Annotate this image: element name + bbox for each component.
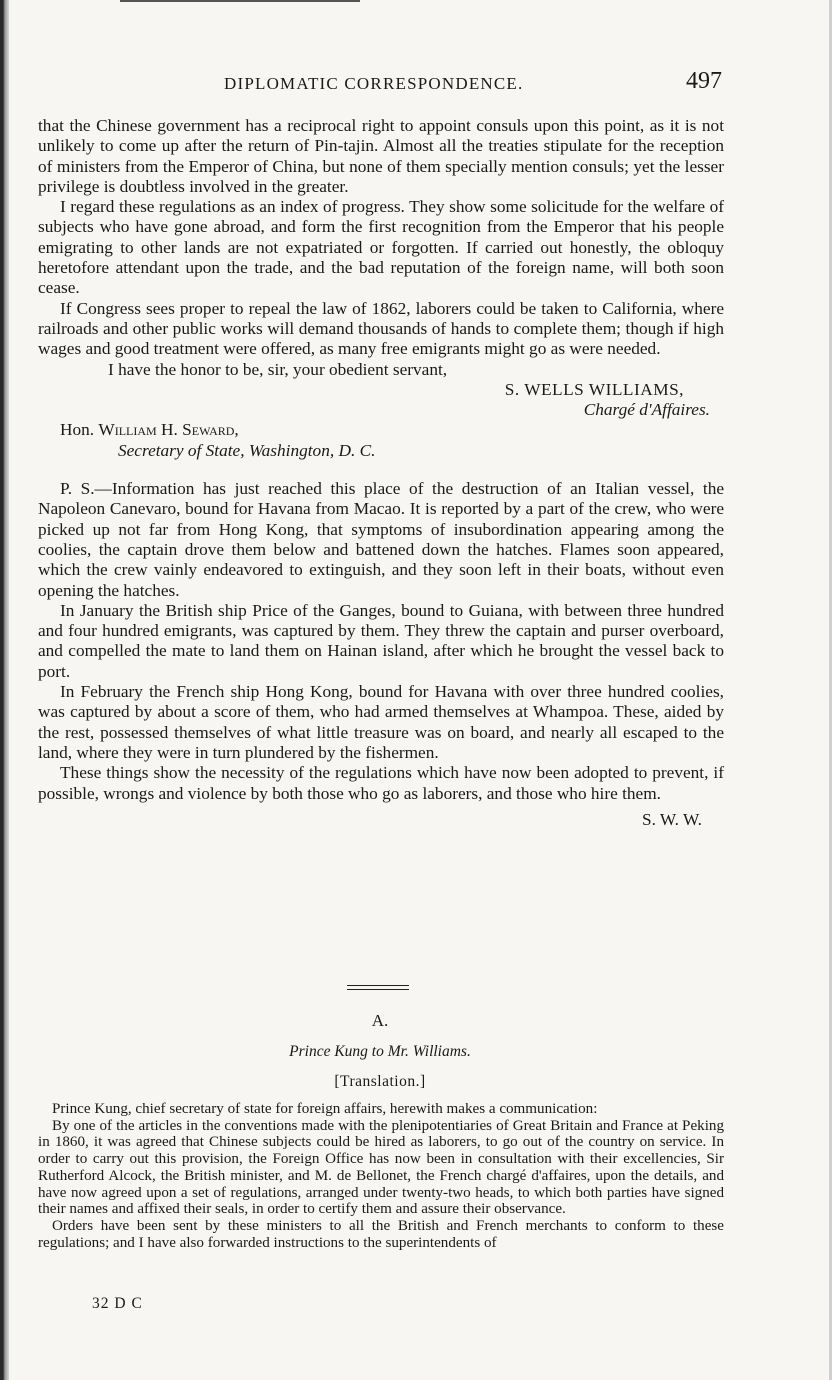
postscript-paragraph: These things show the necessity of the regulations which have now been adopted to prevent, if possible, wrongs and violence by both those who go as laborers, and those who hire them. xyxy=(38,763,724,803)
enclosure-body xyxy=(38,1101,724,1251)
postscript-paragraph: P. S.—Information has just reached this place of the destruction of an Italian vessel, the Napoleon Canevaro, bound for Havana from Macao. It is reported by a part of the crew, who were picked up not far from Hong Kong, that symptoms of insubordination appearing among the coolies, the captain drove them below and battened down the hatches. Flames soon appeared, which the crew vainly endeavored to extinguish, and they soon left in their boats, without even opening the hatches. xyxy=(38,479,724,600)
enclosure-paragraph: Prince Kung, chief secretary of state for foreign affairs, herewith makes a communication: xyxy=(52,1101,598,1117)
addressee-title: Secretary of State, Washington, D. C. xyxy=(118,440,376,460)
addressee xyxy=(38,420,724,440)
addressee-prefix: Hon. xyxy=(60,420,95,440)
enclosure-title: Prince Kung to Mr. Williams. xyxy=(289,1043,471,1060)
enclosure-paragraph: Orders have been sent by these ministers to all the British and French merchants to conform to these regulations; and I have also forwarded instructions to the superintendents of xyxy=(38,1217,724,1251)
signature-mark: 32 D C xyxy=(92,1295,143,1312)
paragraph: that the Chinese government has a reciprocal right to appoint consuls upon this point, as it is not unlikely to come up after the return of Pin-tajin. Almost all the treaties stipulate for the reception of ministers from the Emperor of China, but none of them specially mention consuls; yet the lesser privilege is doubtless involved in the greater. xyxy=(38,116,724,196)
page-binding-edge xyxy=(0,0,9,1380)
page-top-edge xyxy=(120,0,360,2)
postscript-paragraph: In February the French ship Hong Kong, bound for Havana with over three hundred coolies, was captured by about a score of them, who had armed themselves at Whampoa. These, aided by the rest, possessed themselves of what little treasure was on board, and nearly all escaped to the land, where they were in turn plundered by the fishermen. xyxy=(38,682,724,762)
addressee-name: William H. Seward, xyxy=(98,420,239,440)
enclosure-letter: A. xyxy=(371,1011,389,1030)
closing-line: I have the honor to be, sir, your obedient servant, xyxy=(108,359,448,379)
section-divider xyxy=(347,985,409,990)
running-head: DIPLOMATIC CORRESPONDENCE. xyxy=(224,74,524,93)
enclosure-paragraph: By one of the articles in the conventions made with the plenipotentiaries of Great Britain and France at Peking in 1860, it was agreed that Chinese subjects could be hired as laborers, to go out of the country on service. In order to carry out this provision, the Foreign Office has now been in consultation with their excellencies, Sir Rutherford Alcock, the British minister, and M. de Bellonet, the French chargé d'affaires, upon the details, and have now agreed upon a set of regulations, arranged under twenty-two heads, to which both parties have signed their names and affixed their seals, in order to certify them and assure their observance. xyxy=(38,1117,724,1218)
signature-name: S. WELLS WILLIAMS, xyxy=(504,379,684,399)
page-header xyxy=(38,68,724,98)
postscript-paragraph: In January the British ship Price of the Ganges, bound to Guiana, with between three hundred and four hundred emigrants, was captured by them. They threw the captain and purser overboard, and compelled the mate to land them on Hainan island, after which he brought the vessel back to port. xyxy=(38,600,724,681)
letter-body xyxy=(38,116,724,830)
postscript-initials: S. W. W. xyxy=(641,809,702,829)
signature-title: Chargé d'Affaires. xyxy=(583,400,710,420)
page-number: 497 xyxy=(686,68,722,94)
enclosure-note: [Translation.] xyxy=(334,1073,426,1090)
paragraph: If Congress sees proper to repeal the law of 1862, laborers could be taken to California, where railroads and other public works will demand thousands of hands to complete them; though if high wages and good treatment were offered, as many free emigrants might go as were needed. xyxy=(38,298,724,359)
paragraph: I regard these regulations as an index of progress. They show some solicitude for the welfare of subjects who have gone abroad, and form the first recognition from the Emperor that his people emigrating to other lands are not expatriated or forgotten. If carried out honestly, the obloquy heretofore attendant upon the trade, and the bad reputation of the foreign name, will both soon cease. xyxy=(38,197,724,298)
